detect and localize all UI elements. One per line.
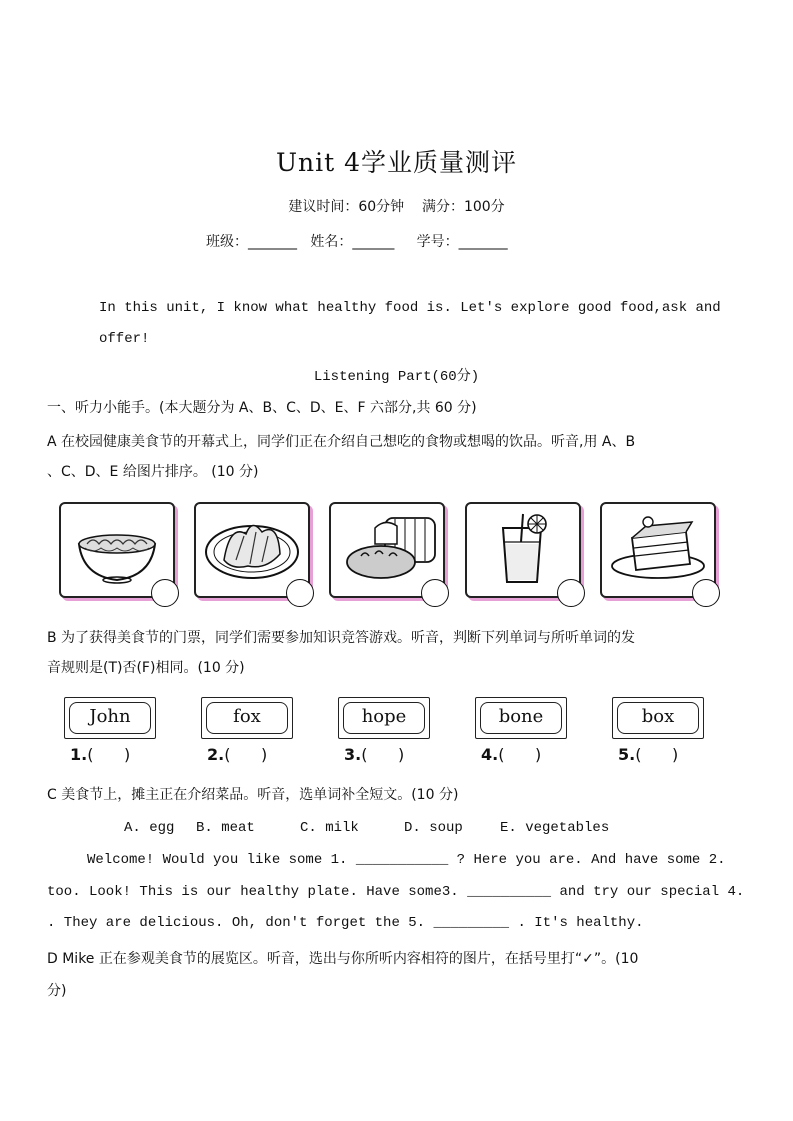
option-b: B. meat	[196, 820, 255, 836]
listening-part-title: Listening Part(60分)	[313, 369, 480, 385]
answer-blank-1[interactable]	[70, 745, 130, 764]
answer-circle-3[interactable]	[421, 579, 449, 607]
answer-blank-3[interactable]	[344, 745, 404, 764]
word-card-3	[338, 697, 430, 739]
section-heading: 一、听力小能手。(本大题分为 A、B、C、D、E、F 六部分,共 60 分)	[47, 400, 477, 416]
option-e: E. vegetables	[500, 820, 610, 836]
item-number: 2.	[207, 745, 225, 764]
answer-blank-5[interactable]	[618, 745, 678, 764]
answer-circle-4[interactable]	[557, 579, 585, 607]
part-b-line-1: B 为了获得美食节的门票，同学们需要参加知识竞答游戏。听音，判断下列单词与所听单词的发	[47, 630, 636, 646]
answer-paren: ( )	[498, 745, 542, 764]
answer-paren: ( )	[224, 745, 268, 764]
word-card-1	[64, 697, 156, 739]
answer-blank-4[interactable]	[481, 745, 541, 764]
word-john: John	[69, 702, 151, 734]
answer-circle-2[interactable]	[286, 579, 314, 607]
answer-paren: ( )	[635, 745, 679, 764]
word-card-2	[201, 697, 293, 739]
option-d: D. soup	[404, 820, 463, 836]
option-a: A. egg	[124, 820, 175, 836]
word-bone: bone	[480, 702, 562, 734]
answer-circle-5[interactable]	[692, 579, 720, 607]
part-c-heading: C 美食节上，摊主正在介绍菜品。听音，选单词补全短文。(10 分)	[47, 787, 459, 803]
word-fox: fox	[206, 702, 288, 734]
item-number: 5.	[618, 745, 636, 764]
answer-paren: ( )	[361, 745, 405, 764]
item-number: 3.	[344, 745, 362, 764]
student-info-row	[206, 231, 508, 251]
time-info: 建议时间：60分钟 满分：100分	[288, 199, 505, 215]
word-card-4	[475, 697, 567, 739]
option-c: C. milk	[300, 820, 359, 836]
part-d-line-2: 分)	[47, 983, 67, 999]
part-a-line-2: 、C、D、E 给图片排序。 (10 分)	[47, 464, 259, 480]
passage-line-3: . They are delicious. Oh, don't forget the 5. _________ . It's healthy.	[47, 915, 644, 931]
id-field: 学号：_______	[416, 234, 508, 250]
page-title: Unit 4学业质量测评	[275, 148, 518, 177]
name-field: 姓名：______	[310, 234, 395, 250]
intro-line-1: In this unit, I know what healthy food is. Let's explore good food,ask and	[99, 300, 721, 316]
answer-paren: ( )	[87, 745, 131, 764]
item-number: 4.	[481, 745, 499, 764]
passage-line-2: too. Look! This is our healthy plate. Have some3. __________ and try our special 4.	[47, 884, 745, 900]
word-card-5	[612, 697, 704, 739]
part-d-line-1: D Mike 正在参观美食节的展览区。听音，选出与你所听内容相符的图片，在括号里打“✓”。(10	[47, 951, 639, 967]
passage-line-1: Welcome! Would you like some 1. ___________ ? Here you are. And have some 2.	[87, 852, 726, 868]
answer-circle-1[interactable]	[151, 579, 179, 607]
item-number: 1.	[70, 745, 88, 764]
answer-blank-2[interactable]	[207, 745, 267, 764]
word-box: box	[617, 702, 699, 734]
class-field: 班级：_______	[206, 234, 297, 250]
part-b-line-2: 音规则是(T)否(F)相同。(10 分)	[47, 660, 245, 676]
word-hope: hope	[343, 702, 425, 734]
intro-line-2: offer!	[99, 331, 150, 347]
part-a-line-1: A 在校园健康美食节的开幕式上，同学们正在介绍自己想吃的食物或想喝的饮品。听音,用 A、B	[47, 434, 636, 450]
